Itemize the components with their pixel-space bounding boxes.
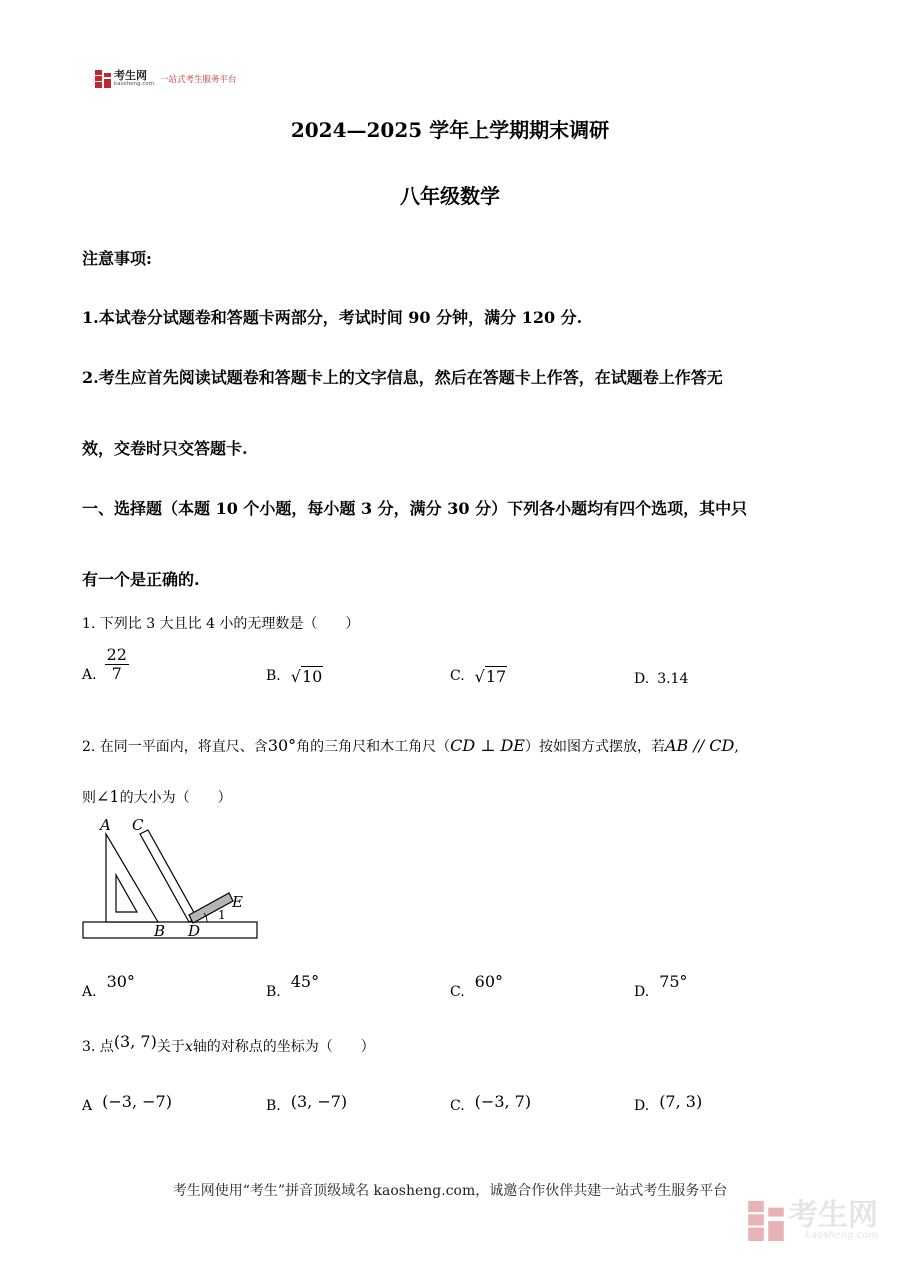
q3-stem-part-2: 关于 bbox=[156, 1039, 185, 1055]
header-logo bbox=[95, 70, 237, 88]
q2-stem-parallel: AB // CD bbox=[664, 736, 735, 755]
q1-option-d-label: D. bbox=[634, 671, 650, 687]
q3-option-d-value: (7, 3) bbox=[659, 1092, 703, 1111]
q3-stem-part-3: 轴的对称点的坐标为（ ） bbox=[192, 1039, 375, 1055]
q1-option-b-radicand: 10 bbox=[301, 667, 323, 686]
sqrt-icon: √ bbox=[290, 667, 301, 686]
q3-option-b[interactable] bbox=[266, 1092, 348, 1115]
q3-option-a[interactable] bbox=[82, 1092, 172, 1115]
q3-stem-point: (3, 7) bbox=[113, 1032, 157, 1051]
label-e: E bbox=[232, 893, 243, 911]
q2-option-b[interactable] bbox=[266, 972, 320, 1001]
q2-option-d-label: D. bbox=[634, 983, 650, 1000]
q2-stem-part-3: ）按如图方式摆放，若 bbox=[524, 739, 665, 755]
q2-stem-part-2: 角的三角尺和木工角尺（ bbox=[296, 739, 451, 755]
q2-option-b-label: B. bbox=[266, 983, 281, 1000]
label-angle-1: 1 bbox=[218, 908, 226, 922]
q1-option-c[interactable] bbox=[450, 666, 507, 686]
q1-option-a[interactable] bbox=[82, 646, 129, 684]
q2-option-b-value: 45° bbox=[290, 972, 320, 991]
notes-item-2-line-1: 2.考生应首先阅读试题卷和答题卡上的文字信息，然后在答题卡上作答，在试题卷上作答无 bbox=[82, 368, 723, 387]
q3-option-c-label: C. bbox=[450, 1097, 465, 1114]
logo-name: 考生网 bbox=[114, 69, 147, 83]
carpenter-square-short-arm-shape bbox=[189, 893, 233, 923]
label-c: C bbox=[132, 816, 144, 834]
q1-option-b-label: B. bbox=[266, 668, 281, 684]
sqrt-icon: √ bbox=[474, 667, 485, 686]
q2-stem-line-2-part-1: 则 bbox=[82, 790, 96, 806]
q1-option-a-denominator: 7 bbox=[111, 664, 122, 684]
section-1-line-1: 一、选择题（本题 10 个小题，每小题 3 分，满分 30 分）下列各小题均有四个选项，其中只 bbox=[82, 499, 748, 518]
q3-stem bbox=[82, 1032, 375, 1056]
q1-option-b-sqrt bbox=[291, 666, 324, 686]
q2-option-a[interactable] bbox=[82, 972, 135, 1001]
q2-option-c-label: C. bbox=[450, 983, 465, 1000]
label-b: B bbox=[154, 922, 166, 940]
q1-stem: 1. 下列比 3 大且比 4 小的无理数是（ ） bbox=[82, 616, 360, 632]
q3-option-d[interactable] bbox=[634, 1092, 703, 1115]
q1-option-c-sqrt bbox=[475, 666, 508, 686]
q2-stem-perpendicular: CD ⊥ DE bbox=[450, 736, 525, 755]
q3-option-c-value: (−3, 7) bbox=[474, 1092, 532, 1111]
q2-stem-line-1 bbox=[82, 736, 739, 756]
exam-subtitle: 八年级数学 bbox=[400, 184, 500, 208]
q1-option-d-value: 3.14 bbox=[657, 671, 689, 687]
notes-heading: 注意事项: bbox=[82, 249, 152, 268]
q3-option-b-value: (3, −7) bbox=[290, 1092, 348, 1111]
watermark-name: 考生网 bbox=[788, 1198, 878, 1233]
q2-option-a-value: 30° bbox=[106, 972, 135, 991]
q1-option-c-radicand: 17 bbox=[485, 667, 507, 686]
q3-option-d-label: D. bbox=[634, 1097, 650, 1114]
ruler-shape bbox=[83, 922, 257, 938]
q1-option-a-numerator: 22 bbox=[106, 645, 127, 664]
q2-option-c-value: 60° bbox=[474, 972, 504, 991]
q2-stem-part-1: 2. 在同一平面内，将直尺、含 bbox=[82, 739, 268, 755]
watermark bbox=[748, 1198, 878, 1241]
q2-stem-line-2-part-2: 的大小为（ ） bbox=[119, 790, 232, 806]
notes-item-2-line-2: 效，交卷时只交答题卡. bbox=[82, 439, 248, 458]
q2-option-d[interactable] bbox=[634, 972, 688, 1001]
label-d: D bbox=[188, 922, 201, 940]
q2-option-a-label: A. bbox=[82, 983, 97, 1000]
q2-option-c[interactable] bbox=[450, 972, 504, 1001]
page-footer: 考生网使用“考生”拼音顶级域名 kaosheng.com，诚邀合作伙伴共建一站式考生服务平台 bbox=[172, 1183, 728, 1199]
logo-domain: kaosheng.com bbox=[114, 81, 155, 88]
q3-option-a-label: A bbox=[82, 1097, 93, 1114]
q3-option-a-value: (−3, −7) bbox=[102, 1092, 172, 1111]
kaosheng-logo-icon bbox=[95, 70, 111, 88]
watermark-logo-icon bbox=[748, 1201, 784, 1241]
q2-stem-line-2 bbox=[82, 787, 232, 807]
q1-option-a-label: A. bbox=[82, 666, 97, 683]
exam-title: 2024—2025 学年上学期期末调研 bbox=[290, 118, 610, 142]
q2-stem-part-4: , bbox=[734, 739, 739, 755]
q1-option-b[interactable] bbox=[266, 666, 323, 686]
q3-stem-part-1: 3. 点 bbox=[82, 1039, 114, 1055]
q1-option-d[interactable] bbox=[634, 671, 688, 687]
notes-item-1: 1.本试卷分试题卷和答题卡两部分，考试时间 90 分钟，满分 120 分. bbox=[82, 308, 583, 327]
q2-stem-angle-1: ∠1 bbox=[96, 787, 120, 806]
q1-option-a-fraction bbox=[105, 646, 129, 684]
logo-slogan: 一站式考生服务平台 bbox=[160, 75, 237, 85]
q3-stem-x: x bbox=[184, 1039, 193, 1055]
q3-option-b-label: B. bbox=[266, 1097, 281, 1114]
q2-option-d-value: 75° bbox=[659, 972, 688, 991]
q2-figure bbox=[76, 812, 266, 944]
watermark-domain: kaosheng.com bbox=[805, 1230, 878, 1241]
q2-stem-angle: 30° bbox=[267, 736, 297, 755]
q1-option-c-label: C. bbox=[450, 668, 465, 684]
q3-option-c[interactable] bbox=[450, 1092, 532, 1115]
section-1-line-2: 有一个是正确的. bbox=[82, 570, 200, 589]
label-a: A bbox=[100, 816, 111, 834]
